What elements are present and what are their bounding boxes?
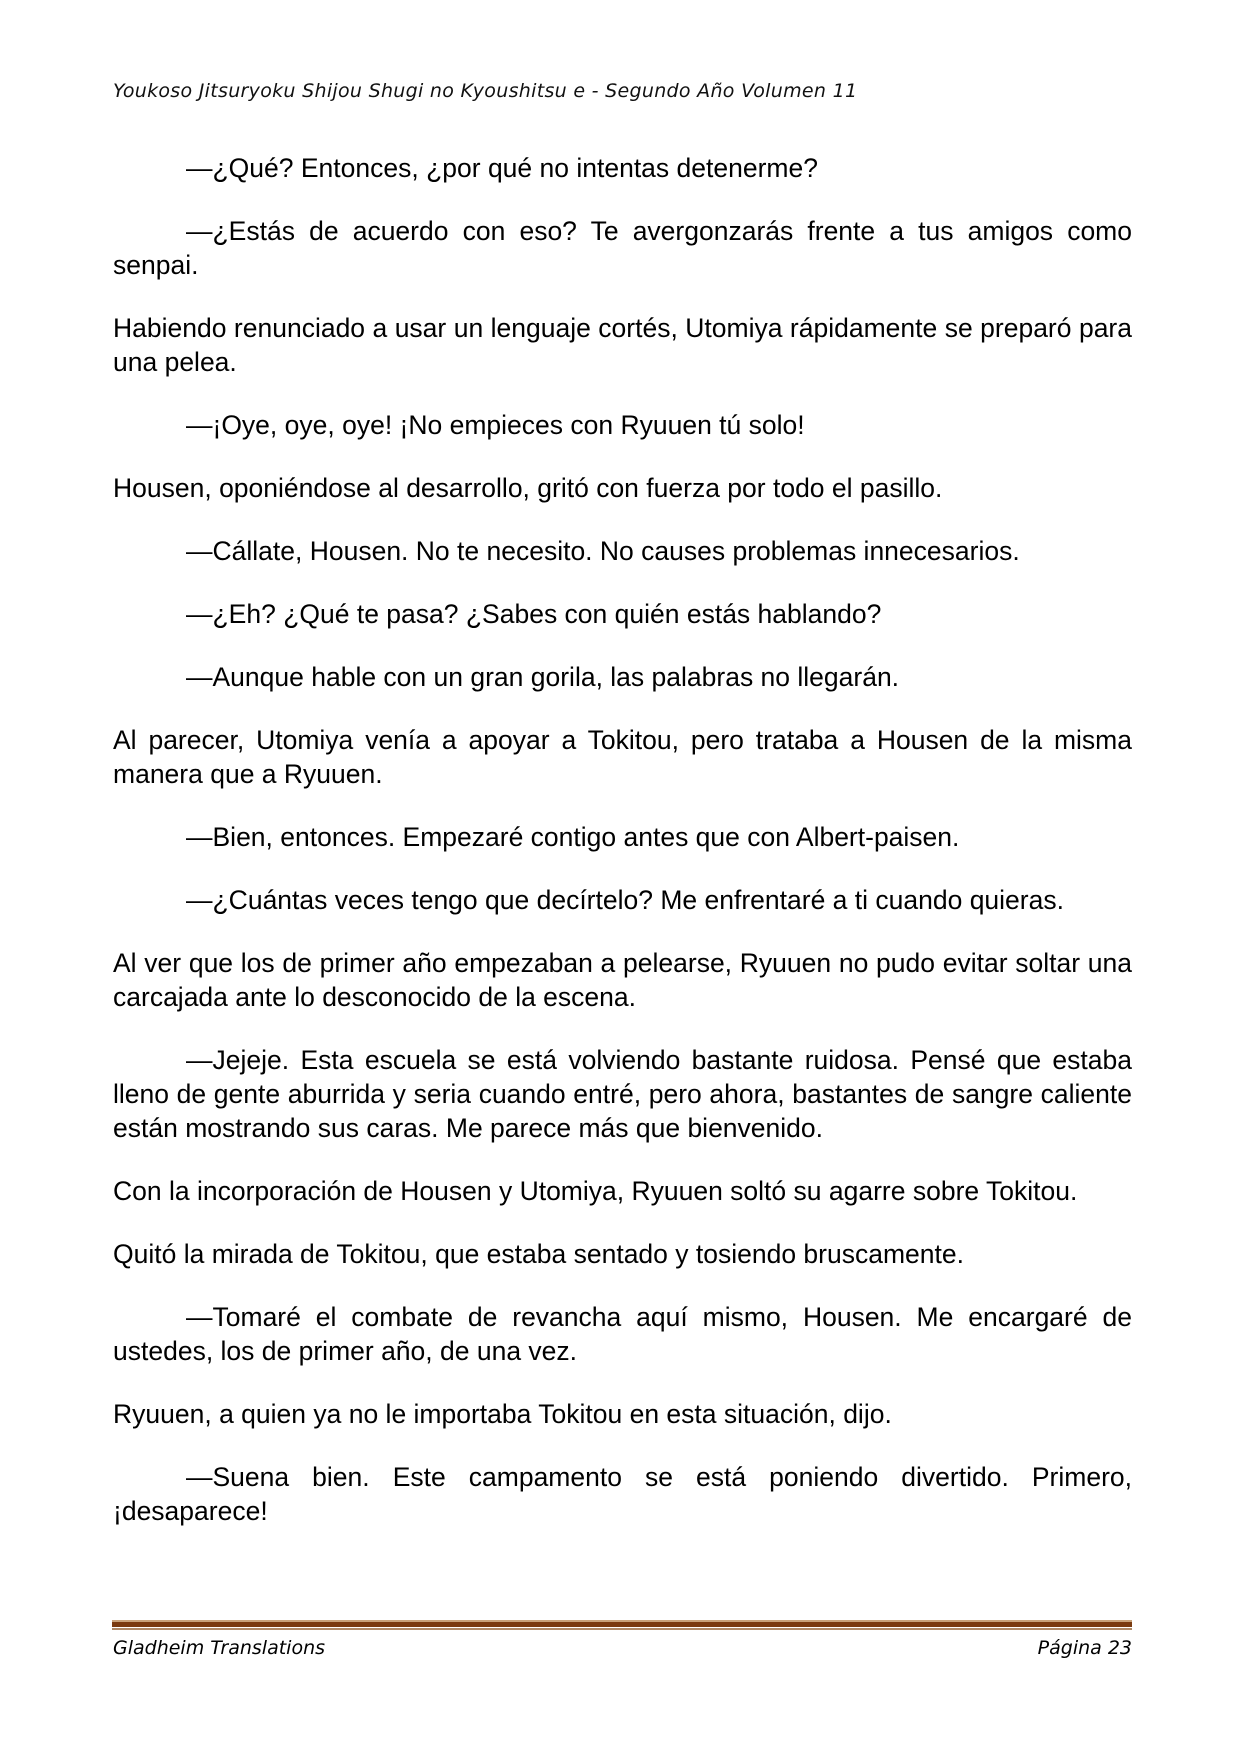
dialogue-paragraph: —Aunque hable con un gran gorila, las palabras no llegarán. xyxy=(186,662,900,692)
narration-paragraph: Al ver que los de primer año empezaban a pelearse, Ryuuen no pudo evitar soltar una carcajada ante lo desconocido de la escena. xyxy=(113,948,1132,1012)
dialogue-paragraph: —Tomaré el combate de revancha aquí mismo, Housen. Me encargaré de ustedes, los de primer año, de una vez. xyxy=(113,1302,1132,1366)
narration-paragraph: Ryuuen, a quien ya no le importaba Tokitou en esta situación, dijo. xyxy=(113,1399,892,1429)
narration-paragraph: Habiendo renunciado a usar un lenguaje cortés, Utomiya rápidamente se preparó para una pelea. xyxy=(113,313,1132,377)
running-header: Youkoso Jitsuryoku Shijou Shugi no Kyoushitsu e - Segundo Año Volumen 11 xyxy=(113,80,858,102)
page-number: Página 23 xyxy=(1037,1637,1132,1659)
footer-divider xyxy=(112,1620,1132,1630)
dialogue-paragraph: —Suena bien. Este campamento se está poniendo divertido. Primero, ¡desaparece! xyxy=(113,1462,1132,1526)
dialogue-paragraph: —Jejeje. Esta escuela se está volviendo bastante ruidosa. Pensé que estaba lleno de gente aburrida y seria cuando entré, pero ahora, bastantes de sangre caliente están mostrando sus caras. Me parece más que bienvenido. xyxy=(113,1045,1132,1143)
page-body xyxy=(113,151,1132,1557)
footer-translator: Gladheim Translations xyxy=(113,1637,326,1659)
dialogue-paragraph: —¿Eh? ¿Qué te pasa? ¿Sabes con quién estás hablando? xyxy=(186,599,882,629)
dialogue-paragraph: —¿Qué? Entonces, ¿por qué no intentas detenerme? xyxy=(186,153,818,183)
narration-paragraph: Al parecer, Utomiya venía a apoyar a Tokitou, pero trataba a Housen de la misma manera que a Ryuuen. xyxy=(113,725,1132,789)
narration-paragraph: Housen, oponiéndose al desarrollo, gritó con fuerza por todo el pasillo. xyxy=(113,473,943,503)
dialogue-paragraph: —¡Oye, oye, oye! ¡No empieces con Ryuuen tú solo! xyxy=(186,410,805,440)
dialogue-paragraph: —¿Estás de acuerdo con eso? Te avergonzarás frente a tus amigos como senpai. xyxy=(113,216,1132,280)
narration-paragraph: Quitó la mirada de Tokitou, que estaba sentado y tosiendo bruscamente. xyxy=(113,1239,964,1269)
narration-paragraph: Con la incorporación de Housen y Utomiya, Ryuuen soltó su agarre sobre Tokitou. xyxy=(113,1176,1078,1206)
dialogue-paragraph: —Cállate, Housen. No te necesito. No causes problemas innecesarios. xyxy=(186,536,1020,566)
dialogue-paragraph: —¿Cuántas veces tengo que decírtelo? Me enfrentaré a ti cuando quieras. xyxy=(186,885,1064,915)
dialogue-paragraph: —Bien, entonces. Empezaré contigo antes que con Albert-paisen. xyxy=(186,822,960,852)
